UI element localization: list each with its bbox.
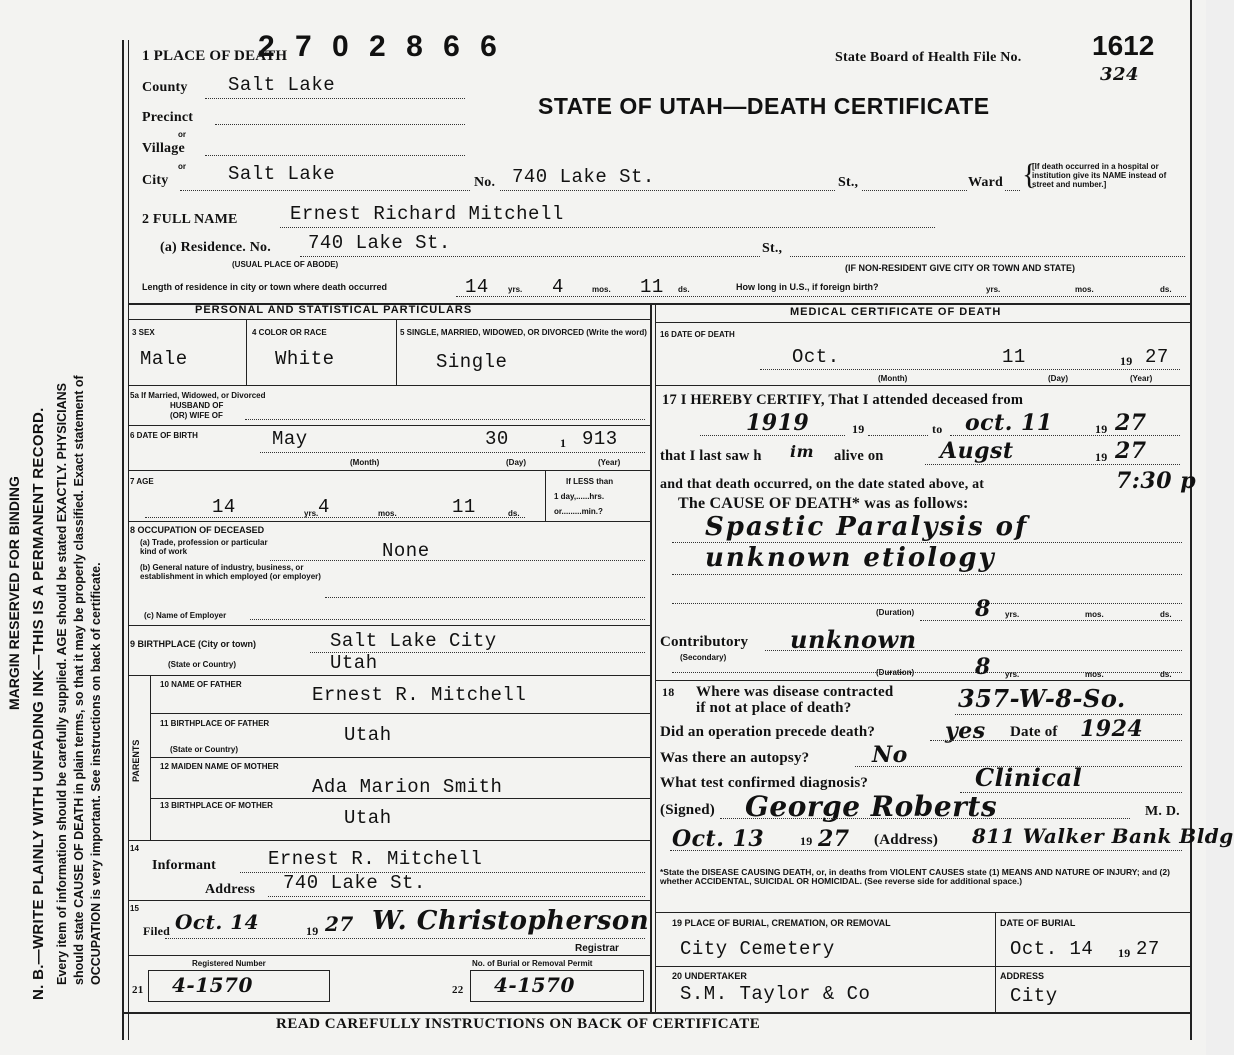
usual-abode-label: (USUAL PLACE OF ABODE): [232, 260, 339, 269]
test-label: What test confirmed diagnosis?: [660, 775, 869, 791]
signed-label: (Signed): [660, 802, 715, 818]
contributory-duration-value: 8: [975, 654, 991, 680]
informant-address-label: Address: [205, 882, 256, 897]
age-label: 7 AGE: [130, 477, 154, 486]
death-certificate: MARGIN RESERVED FOR BINDING N. B.—WRITE PLAINLY WITH UNFADING INK—THIS IS A PERMANENT RECORD. Every item of information should be carefully supplied. AGE should be stated EXACTLY. PHYSICIANS should state CAUSE OF DEATH in plain terms, so that it may be properly classified. Exact statement of OCCUPATION is very important. See instructions on back of certificate. 1 PLACE OF DEATH 2 7 0 2 8 6 6 State Board of Health File No. 1612 324 STATE OF UTAH—DEATH CERTIFICATE County Salt Lake Precinct or Village or City Salt Lake No. 740 Lake St. St., Ward { [If death occurred in a hospital or institution give its NAME instead of street and number.] 2 FULL NAME Ernest Richard Mitchell (a) Residence. No. 740 Lake St. St., (USUAL PLACE OF ABODE) (IF NON-RESIDENT GIVE CITY OR TOWN AND STATE) Length of residence in city or town where death occurred 14 yrs. 4 mos. 11 ds. How long in U.S., if foreign birth? yrs. mos. ds. PERSONAL AND STATISTICAL PARTICULARS MEDICAL CERTIFICATE OF DEATH 3 SEX Male 4 COLOR OR RACE White 5 SINGLE, MARRIED, WIDOWED, OR DIVORCED (Write the word) Single 5a If Married, Widowed, or Divorced HUSBAND OF (OR) WIFE OF 6 DATE OF BIRTH May 30 1 913 (Month) (Day) (Year) 7 AGE 14 yrs. 4 mos. 11 ds. If LESS than 1 day,......hrs. or.........min.? 8 OCCUPATION OF DECEASED (a) Trade, profession or particular kind of work None (b) General nature of industry, business, or establishment in which employed (or employer) (c) Name of Employer 9 BIRTHPLACE (City or town) Salt Lake City (State or Country) Utah PARENTS 10 NAME OF FATHER Ernest R. Mitchell 11 BIRTHPLACE OF FATHER (State or Country) Utah 12 MAIDEN NAME OF MOTHER Ada Marion Smith 13 BIRTHPLACE OF MOTHER Utah 14 Informant Ernest R. Mitchell Address 740 Lake St. 15 Filed Oct. 14 19 27 W. Christopherson Registrar Registered Number No. of Burial or Removal Permit 21 4-1570 22 4-1570 16 DATE OF DEATH Oct. 11 19 27 (Month) (Day) (Year) 17 I HEREBY CERTIFY, That I attended deceased from 1919 19 to oct. 11 19 27 that I last saw h im alive on Augst 19 27 and that death occurred, on the date stated above, at 7:30 p The CAUSE OF DEATH* was as follows: Spastic Paralysis of unknown etiology (Duration) 8 yrs. mos. ds. Contributory (Secondary) unknown (Duration) 8 yrs. mos. ds. 18 Where was disease contracted if not at place of death? 357-W-8-So. Did an operation precede death? yes Date of 1924 Was there an autopsy? No What test confirmed diagnosis? Clinical (Signed) George Roberts M. D. Oct. 13 19 27 (Address) 811 Walker Bank Bldg *State the DISEASE CAUSING DEATH, or, in deaths from VIOLENT CAUSES state (1) MEANS AND NATURE OF INJURY; and (2) whether ACCIDENTAL, SUICIDAL OR HOMICIDAL. (See reverse side for additional space.) 19 PLACE OF BURIAL, CREMATION, OR REMOVAL City Cemetery DATE OF BURIAL Oct. 14 19 27 20 UNDERTAKER S.M. Taylor & Co ADDRESS City READ CAREFULLY INSTRUCTIONS ON BACK OF CERTIFICATE: [0, 0, 1206, 1055]
frame-right-line: [1190, 0, 1192, 1040]
file-number: 1612: [1092, 30, 1155, 61]
occupation-value: None: [382, 540, 430, 562]
father-name-value: Ernest R. Mitchell: [312, 684, 527, 706]
burial-permit-label: No. of Burial or Removal Permit: [472, 959, 593, 968]
father-name-label: 10 NAME OF FATHER: [160, 680, 242, 689]
length-months-value: 4: [552, 276, 564, 298]
certificate-title: STATE OF UTAH—DEATH CERTIFICATE: [538, 93, 990, 119]
dob-label: 6 DATE OF BIRTH: [130, 431, 198, 440]
marital-label: 5 SINGLE, MARRIED, WIDOWED, OR DIVORCED (Write the word): [400, 328, 647, 337]
residence-value: 740 Lake St.: [308, 232, 451, 254]
birthplace-state-value: Utah: [330, 652, 378, 674]
margin-instruction-1: Every item of information should be carefully supplied. AGE should be stated EXACTLY. PHYSICIANS: [55, 383, 69, 985]
frame-left-line-2: [128, 40, 129, 1040]
birthplace-city-value: Salt Lake City: [330, 630, 497, 652]
burial-place-value: City Cemetery: [680, 938, 835, 960]
color-value: White: [275, 348, 335, 370]
burial-year-value: 27: [1136, 938, 1160, 960]
father-birthplace-value: Utah: [344, 724, 392, 746]
informant-address-value: 740 Lake St.: [283, 872, 426, 894]
date-of-death-label: 16 DATE OF DEATH: [660, 330, 735, 339]
file-sub-number: 324: [1100, 64, 1140, 85]
medical-section-header: MEDICAL CERTIFICATE OF DEATH: [790, 306, 1002, 318]
ward-note: [If death occurred in a hospital or institution give its NAME instead of street and number.]: [1032, 162, 1167, 189]
filed-year-value: 27: [325, 912, 354, 936]
signed-date-value: Oct. 13: [672, 826, 765, 852]
registered-number-value: 4-1570: [172, 973, 253, 997]
death-month-value: Oct.: [792, 346, 840, 368]
residence-st-label: St.,: [762, 241, 783, 256]
ward-label: Ward: [968, 175, 1004, 190]
cause-footnote: *State the DISEASE CAUSING DEATH, or, in deaths from VIOLENT CAUSES state (1) MEANS AND NATURE OF INJURY; and (2) whether ACCIDENTAL, SUICIDAL OR HOMICIDAL. (See reverse side for additional space.): [660, 867, 1170, 886]
attended-to-year-value: 27: [1115, 410, 1147, 436]
disease-contracted-value: 357-W-8-So.: [958, 684, 1126, 713]
filed-date-value: Oct. 14: [175, 910, 260, 934]
length-years-value: 14: [465, 276, 489, 298]
last-saw-label: that I last saw h: [660, 448, 762, 464]
marital-value: Single: [436, 351, 508, 373]
age-days-value: 11: [452, 496, 476, 518]
personal-section-header: PERSONAL AND STATISTICAL PARTICULARS: [195, 304, 473, 316]
margin-instruction-2: should state CAUSE OF DEATH in plain terms, so that it may be properly classified. Exact statement of: [72, 375, 86, 985]
st-label: St.,: [838, 175, 859, 190]
place-of-death-label: 1 PLACE OF DEATH: [142, 48, 288, 64]
signed-year-value: 27: [818, 826, 850, 852]
village-label: Village: [142, 141, 185, 156]
margin-instruction-3: OCCUPATION is very important. See instructions on back of certificate.: [89, 562, 103, 985]
length-days-value: 11: [640, 276, 664, 298]
file-number-label: State Board of Health File No.: [835, 50, 1022, 65]
duration-value: 8: [975, 596, 991, 622]
dob-year-value: 913: [582, 428, 618, 450]
or-label-1: or: [178, 130, 186, 139]
burial-place-label: 19 PLACE OF BURIAL, CREMATION, OR REMOVAL: [672, 918, 891, 928]
precinct-label: Precinct: [142, 110, 194, 125]
mother-name-label: 12 MAIDEN NAME OF MOTHER: [160, 762, 279, 771]
length-residence-label: Length of residence in city or town where death occurred: [142, 282, 388, 292]
last-saw-date-value: Augst: [940, 438, 1014, 464]
undertaker-value: S.M. Taylor & Co: [680, 983, 871, 1005]
cause-of-death-label: The CAUSE OF DEATH* was as follows:: [678, 495, 969, 512]
county-value: Salt Lake: [228, 74, 336, 96]
registrar-signature: W. Christopherson: [372, 906, 650, 936]
operation-label: Did an operation precede death?: [660, 724, 876, 740]
frame-bottom-line: [122, 1012, 1192, 1014]
county-label: County: [142, 80, 188, 95]
operation-date-value: 1924: [1080, 716, 1144, 742]
footer-instructions: READ CAREFULLY INSTRUCTIONS ON BACK OF CERTIFICATE: [276, 1016, 761, 1032]
full-name-label: 2 FULL NAME: [142, 212, 238, 227]
dob-day-value: 30: [485, 428, 509, 450]
cause-of-death-line1: Spastic Paralysis of: [705, 512, 1029, 542]
mother-birthplace-value: Utah: [344, 807, 392, 829]
dob-month-value: May: [272, 428, 308, 450]
filed-label: Filed: [143, 924, 170, 938]
margin-warning-text: N. B.—WRITE PLAINLY WITH UNFADING INK—THIS IS A PERMANENT RECORD.: [30, 407, 47, 1000]
informant-label: Informant: [152, 858, 217, 873]
full-name-value: Ernest Richard Mitchell: [290, 203, 564, 225]
mother-name-value: Ada Marion Smith: [312, 776, 503, 798]
certify-label: 17 I HEREBY CERTIFY, That I attended deceased from: [662, 392, 1024, 408]
burial-date-label: DATE OF BURIAL: [1000, 918, 1076, 928]
attended-to-value: oct. 11: [965, 410, 1053, 436]
age-years-value: 14: [212, 496, 236, 518]
time-of-death-label: and that death occurred, on the date stated above, at: [660, 477, 985, 492]
age-months-value: 4: [318, 496, 330, 518]
cause-of-death-line2: unknown etiology: [705, 543, 996, 573]
or-label-2: or: [178, 162, 186, 171]
sex-label: 3 SEX: [132, 328, 155, 337]
foreign-birth-label: How long in U.S., if foreign birth?: [736, 282, 879, 292]
certificate-number: 2 7 0 2 8 6 6: [258, 30, 503, 63]
contributory-label: Contributory: [660, 634, 749, 650]
registered-number-label: Registered Number: [192, 959, 266, 968]
death-day-value: 11: [1002, 346, 1026, 368]
burial-date-value: Oct. 14: [1010, 938, 1094, 960]
parents-side-label: PARENTS: [131, 739, 141, 782]
father-birthplace-label: 11 BIRTHPLACE OF FATHER: [160, 719, 270, 728]
undertaker-address-value: City: [1010, 985, 1058, 1007]
registrar-label: Registrar: [575, 943, 619, 954]
street-address-value: 740 Lake St.: [512, 166, 655, 188]
binding-margin-text: MARGIN RESERVED FOR BINDING: [6, 476, 22, 710]
operation-value: yes: [945, 718, 986, 744]
burial-permit-value: 4-1570: [494, 973, 575, 997]
non-resident-label: (IF NON-RESIDENT GIVE CITY OR TOWN AND STATE): [845, 263, 1076, 273]
undertaker-address-label: ADDRESS: [1000, 971, 1045, 981]
test-value: Clinical: [975, 763, 1083, 792]
undertaker-label: 20 UNDERTAKER: [672, 971, 747, 981]
birthplace-label: 9 BIRTHPLACE (City or town): [130, 639, 256, 649]
occupation-label: 8 OCCUPATION OF DECEASED: [130, 525, 265, 535]
disease-contracted-label: Where was disease contracted: [696, 684, 894, 700]
time-of-death-value: 7:30 p: [1116, 468, 1197, 494]
residence-label: (a) Residence. No.: [160, 240, 271, 255]
last-saw-year-value: 27: [1115, 438, 1147, 464]
informant-value: Ernest R. Mitchell: [268, 848, 483, 870]
frame-left-line: [122, 40, 124, 1040]
autopsy-label: Was there an autopsy?: [660, 750, 810, 766]
contributory-value: unknown: [790, 625, 917, 654]
city-value: Salt Lake: [228, 163, 336, 185]
autopsy-value: No: [872, 742, 908, 768]
street-number-label: No.: [474, 175, 496, 190]
spouse-label: (OR) WIFE OF: [170, 411, 223, 420]
physician-address-value: 811 Walker Bank Bldg: [972, 824, 1234, 848]
mother-birthplace-label: 13 BIRTHPLACE OF MOTHER: [160, 801, 273, 810]
city-label: City: [142, 173, 169, 188]
attended-from-value: 1919: [746, 410, 810, 436]
physician-signature: George Roberts: [745, 790, 998, 823]
color-label: 4 COLOR OR RACE: [252, 328, 327, 337]
sex-value: Male: [140, 348, 188, 370]
death-year-value: 27: [1145, 346, 1169, 368]
